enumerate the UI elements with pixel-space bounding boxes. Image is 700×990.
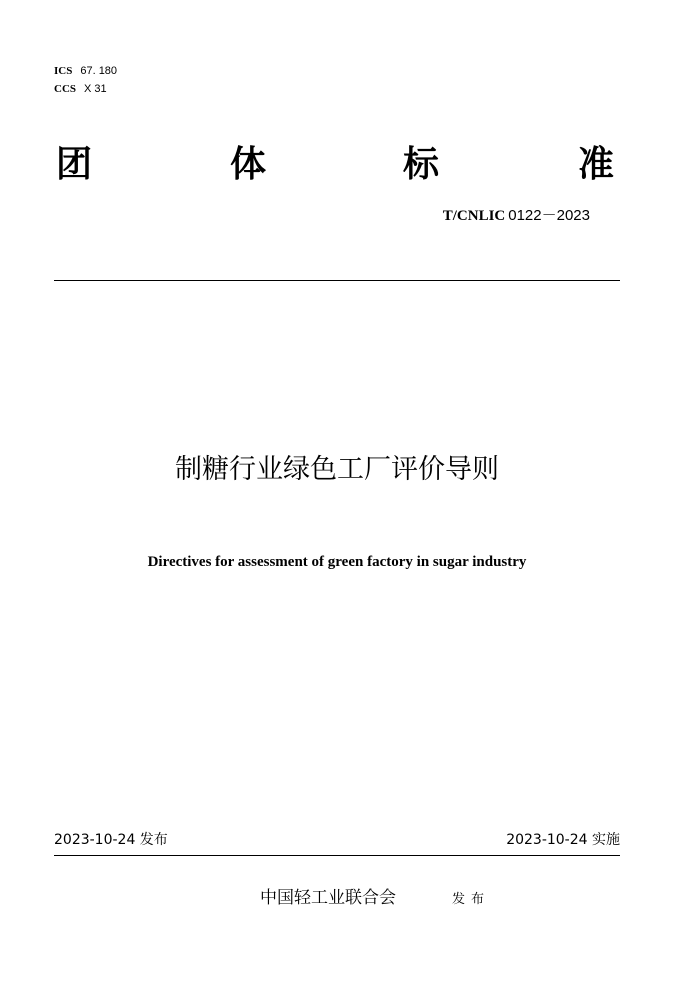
standard-type-char: 团 [56,144,93,185]
publish-label: 发布 [452,892,491,907]
standard-number-value: 0122－2023 [508,207,590,224]
footer-rule [54,855,620,856]
ics-code [54,64,117,78]
standard-type-char: 体 [230,144,267,185]
standard-type-char: 准 [578,144,615,185]
standard-number-prefix: T/CNLIC [442,208,506,224]
publisher-name: 中国轻工业联合会 [260,888,396,908]
ccs-value: X 31 [84,83,107,95]
ics-label: ICS [54,65,73,77]
release-date: 2023-10-24 发布 [54,832,168,848]
ccs-label: CCS [54,83,77,95]
standard-number [443,206,590,226]
document-title-cn: 制糖行业绿色工厂评价导则 [175,454,499,485]
document-title-en: Directives for assessment of green factory in sugar industry [147,554,527,570]
ics-value: 67. 180 [80,65,118,77]
ccs-code [54,82,107,96]
header-rule [54,280,620,281]
standard-type-char: 标 [403,144,440,185]
implementation-date: 2023-10-24 实施 [506,832,620,848]
